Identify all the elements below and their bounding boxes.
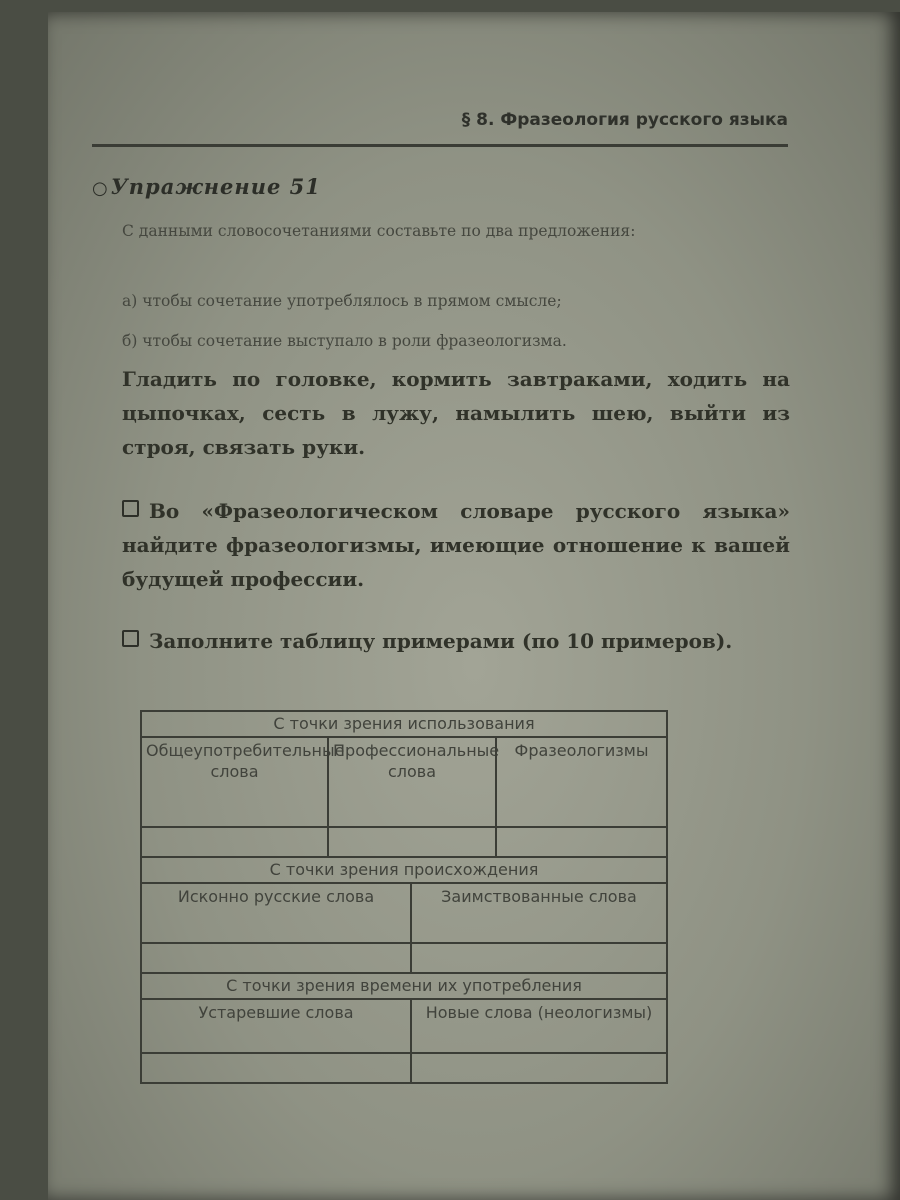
exercise-option-a: а) чтобы сочетание употреблялось в прямом смысле; xyxy=(122,292,562,310)
table-header-cell: Общеупотребительные слова xyxy=(146,741,345,781)
table-blank-cell xyxy=(327,828,495,856)
checkbox-icon xyxy=(122,630,139,647)
exercise-option-b: б) чтобы сочетание выступало в роли фразеологизма. xyxy=(122,332,567,350)
exercise-title-text: Упражнение 51 xyxy=(110,174,321,199)
table-header-cell: Исконно русские слова xyxy=(177,887,375,906)
table-blank-cell xyxy=(495,828,666,856)
table-header-cell: Фразеологизмы xyxy=(495,738,666,826)
table-blank-cell xyxy=(410,1054,666,1082)
exercise-instruction: С данными словосочетаниями составьте по два предложения: xyxy=(122,222,636,240)
exercise-title xyxy=(92,174,321,199)
task-dictionary-text: Во «Фразеологическом словаре русского языка» найдите фразеологизмы, имеющие отношение к вашей будущей профессии. xyxy=(122,499,790,591)
table-blank-cell xyxy=(410,944,666,972)
table-header-cell: Новые слова (неологизмы) xyxy=(410,1000,666,1052)
phrase-list: Гладить по головке, кормить завтраками, ходить на цыпочках, сесть в лужу, намылить шею, выйти из строя, связать руки. xyxy=(122,367,790,459)
header-rule xyxy=(92,144,788,147)
circle-marker-icon: ○ xyxy=(92,178,109,199)
vocabulary-table xyxy=(140,710,668,1084)
table-header-cell: Устаревшие слова xyxy=(198,1003,354,1022)
running-header: § 8. Фразеология русского языка xyxy=(461,110,788,130)
task-dictionary xyxy=(122,494,790,596)
table-section-title-time: С точки зрения времени их употребления xyxy=(226,976,582,995)
checkbox-icon xyxy=(122,500,139,517)
table-blank-cell xyxy=(142,1054,410,1082)
table-section-title-origin: С точки зрения происхождения xyxy=(269,860,539,879)
textbook-page xyxy=(48,12,900,1200)
table-blank-cell xyxy=(142,828,327,856)
task-fill-table xyxy=(122,624,790,658)
table-section-title-usage: С точки зрения использования xyxy=(273,714,535,733)
table-header-cell: Профессиональные слова xyxy=(327,738,495,826)
task-fill-table-text: Заполните таблицу примерами (по 10 примеров). xyxy=(149,629,733,653)
table-blank-cell xyxy=(142,944,410,972)
table-header-cell: Заимствованные слова xyxy=(410,884,666,942)
